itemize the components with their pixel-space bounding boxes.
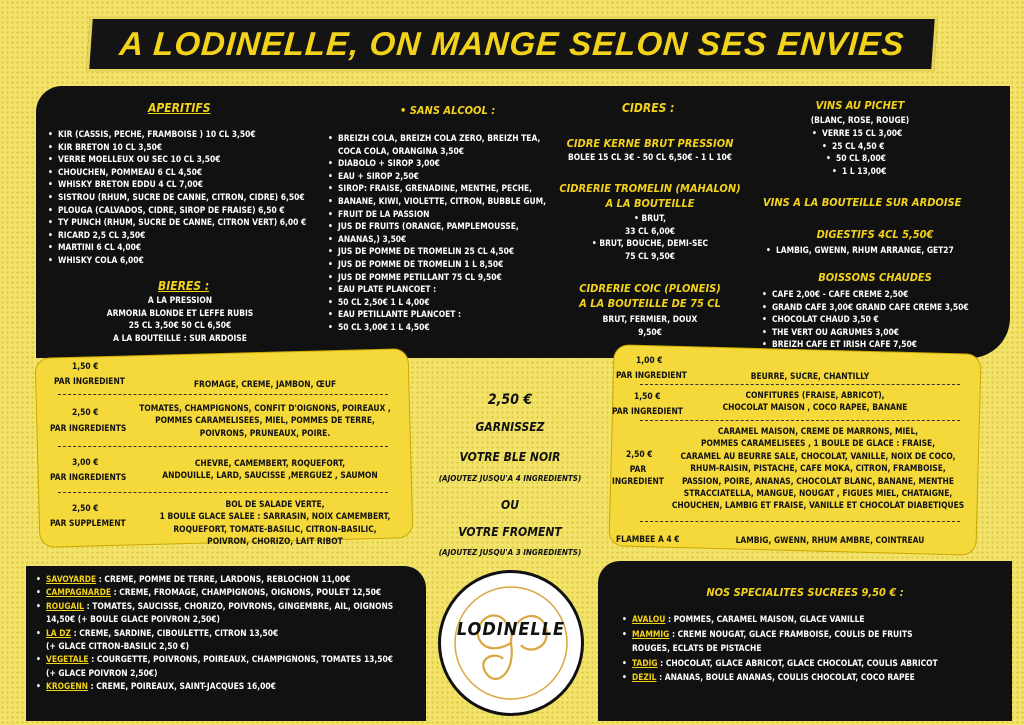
list-item — [36, 627, 393, 640]
item-desc: : CREME, FROMAGE, CHAMPIGNONS, OIGNONS, POULET 12,50€ — [110, 587, 382, 598]
specialites-sucrees-list — [622, 612, 938, 685]
sucre-line: CHOCOLAT MAISON , COCO RAPEE, BANANE — [722, 402, 908, 413]
list-item: • ANANAS,) 3,50€ — [328, 233, 546, 246]
list-item: • 1 L 13,00€ — [832, 165, 902, 178]
centre-froment: VOTRE FROMENT — [458, 525, 562, 539]
sale-price: 3,00 € — [72, 457, 99, 467]
sucre-line: CARAMEL AU BEURRE SALE, CHOCOLAT, VANILLE, NOIX DE COCO, — [680, 450, 956, 461]
specialites-salees-list — [36, 573, 393, 694]
sale-price: 1,50 € — [72, 361, 99, 371]
sale-line: 1 BOULE GLACE SALEE : SARRASIN, NOIX CAMEMBERT, — [159, 511, 391, 522]
sale-lines: FROMAGE, CREME, JAMBON, ŒUF — [193, 379, 337, 389]
sucre-lines: BEURRE, SUCRE, CHANTILLY — [750, 371, 870, 381]
item-desc: (+ GLACE CITRON-BASILIC 2,50 €) — [46, 641, 190, 652]
list-item — [36, 586, 393, 599]
sale-line: ROQUEFORT, TOMATE-BASILIC, CITRON-BASILIC, — [173, 523, 377, 534]
list-item — [622, 641, 938, 656]
list-item: • VERRE MOELLEUX OU SEC 10 CL 3,50€ — [48, 153, 306, 166]
item-name: DEZIL — [632, 672, 657, 683]
sucre-label: PAR INGREDIENT — [612, 464, 664, 487]
tromelin-title: CIDRERIE TROMELIN (MAHALON) — [559, 182, 741, 195]
specialites-sucrees-title: NOS SPECIALITES SUCREES 9,50 € : — [706, 586, 904, 599]
coic-lines — [555, 313, 745, 338]
bieres-line: A LA BOUTEILLE : SUR ARDOISE — [113, 332, 247, 343]
sucre-lines — [668, 425, 968, 512]
list-item: • 25 CL 4,50 € — [822, 140, 902, 153]
divider — [640, 384, 960, 385]
sucre-price: FLAMBEE A 4 € — [616, 534, 680, 544]
logo-text: LODINELLE — [456, 619, 566, 640]
kerne-title: CIDRE KERNE BRUT PRESSION — [566, 137, 734, 150]
page-title — [86, 16, 938, 72]
coic-line: 9,50€ — [638, 326, 662, 337]
item-desc: 14,50€ (+ BOULE GLACE POIVRON 2,50€) — [46, 614, 220, 625]
sale-lines — [130, 402, 400, 439]
list-item: • EAU + SIROP 2,50€ — [328, 170, 546, 183]
sale-line: CHEVRE, CAMEMBERT, ROQUEFORT, — [194, 458, 346, 468]
item-desc: (+ GLACE POIVRON 2,50€) — [46, 667, 158, 678]
list-item: • JUS DE FRUITS (ORANGE, PAMPLEMOUSSE, — [328, 220, 546, 233]
sale-price: 2,50 € — [72, 503, 99, 513]
sale-lines — [140, 498, 410, 548]
sale-line: TOMATES, CHAMPIGNONS, CONFIT D'OIGNONS, POIREAUX , — [139, 403, 391, 413]
sale-label: PAR INGREDIENTS — [50, 472, 127, 482]
vins-title: VINS AU PICHET — [815, 99, 905, 112]
list-item: • JUS DE POMME DE TROMELIN 1 L 8,50€ — [328, 258, 546, 271]
tromelin-line: • BRUT, BOUCHE, DEMI-SEC — [591, 238, 709, 249]
item-name: MAMMIG — [632, 628, 670, 639]
centre-ble-noir-note: (AJOUTEZ JUSQU'A 4 INGREDIENTS) — [438, 474, 582, 483]
list-item — [36, 667, 393, 680]
item-desc: : TOMATES, SAUCISSE, CHORIZO, POIVRONS, GINGEMBRE, AIL, OIGNONS — [83, 600, 394, 611]
list-item: • FRUIT DE LA PASSION — [328, 208, 546, 221]
sale-label: PAR INGREDIENT — [54, 376, 125, 386]
tromelin-line: 75 CL 9,50€ — [625, 250, 675, 261]
sale-line: POMMES CARAMELISEES, MIEL, POMMES DE TERRE, — [155, 415, 375, 426]
sale-lines — [140, 457, 400, 482]
list-item: • 50 CL 2,50€ 1 L 4,00€ — [328, 296, 546, 309]
item-name: AVALOU — [632, 614, 666, 624]
sucre-price: 2,50 € — [626, 449, 653, 459]
item-name: ROUGAIL — [46, 600, 84, 611]
list-item — [622, 627, 938, 642]
list-item: • WHISKY COLA 6,00€ — [48, 254, 306, 267]
page-title-text: A LODINELLE, ON MANGE SELON SES ENVIES — [118, 25, 906, 62]
list-item — [36, 680, 393, 693]
item-desc: ROUGES, ECLATS DE PISTACHE — [632, 643, 762, 654]
list-item: • 50 CL 3,00€ 1 L 4,50€ — [328, 321, 546, 334]
list-item: • SIROP: FRAISE, GRENADINE, MENTHE, PECHE, — [328, 182, 546, 195]
list-item — [36, 600, 393, 613]
sucre-price: 1,00 € — [636, 355, 663, 365]
vins-list — [812, 127, 902, 177]
list-item: • BREIZH COLA, BREIZH COLA ZERO, BREIZH TEA, — [328, 132, 546, 145]
list-item — [36, 640, 393, 653]
coic-title: CIDRERIE COIC (PLONEIS) — [579, 282, 721, 295]
sucre-line: CARAMEL MAISON, CREME DE MARRONS, MIEL, — [717, 426, 919, 436]
sale-line: ANDOUILLE, LARD, SAUCISSE ,MERGUEZ , SAUMON — [162, 470, 378, 481]
list-item: • EAU PLATE PLANCOET : — [328, 283, 546, 296]
tromelin-sub: A LA BOUTEILLE — [605, 197, 695, 210]
sale-label: PAR INGREDIENTS — [50, 423, 127, 433]
sucre-line: RHUM-RAISIN, PISTACHE, CAFE MOKA, CITRON, FRAMBOISE, — [690, 463, 946, 474]
bieres-list — [80, 294, 280, 344]
list-item: • WHISKY BRETON EDDU 4 CL 7,00€ — [48, 178, 306, 191]
sale-line: BOL DE SALADE VERTE, — [225, 499, 325, 509]
centre-ou: OU — [501, 498, 519, 512]
list-item: • SISTROU (RHUM, SUCRE DE CANNE, CITRON, CIDRE) 6,50€ — [48, 191, 306, 204]
boissons-chaudes-list — [762, 288, 969, 351]
tromelin-line: 33 CL 6,00€ — [625, 225, 675, 236]
vins-bouteille: VINS A LA BOUTEILLE SUR ARDOISE — [763, 196, 962, 209]
item-name: CAMPAGNARDE — [46, 587, 111, 598]
sucre-lines — [710, 389, 920, 414]
centre-garnissez: GARNISSEZ — [475, 420, 545, 434]
item-desc: : CREME, SARDINE, CIBOULETTE, CITRON 13,50€ — [70, 627, 279, 638]
item-desc: : POMMES, CARAMEL MAISON, GLACE VANILLE — [665, 614, 865, 624]
sucre-lines: LAMBIG, GWENN, RHUM AMBRE, COINTREAU — [735, 535, 925, 545]
list-item: • RICARD 2,5 CL 3,50€ — [48, 229, 306, 242]
list-item-text: COCA COLA, ORANGINA 3,50€ — [338, 145, 465, 156]
sucre-line: STRACCIATELLA, MANGUE, NOUGAT , FIGUES MIEL, CHATAIGNE, — [683, 488, 953, 499]
sale-price: 2,50 € — [72, 407, 99, 417]
list-item: • CHOCOLAT CHAUD 3,50 € — [762, 313, 969, 326]
list-item: • PLOUGA (CALVADOS, CIDRE, SIROP DE FRAISE) 6,50 € — [48, 204, 306, 217]
item-desc: : CREME NOUGAT, GLACE FRAMBOISE, COULIS DE FRUITS — [669, 628, 913, 639]
list-item — [36, 573, 393, 586]
aperitifs-title: APERITIFS — [148, 101, 211, 115]
digestifs-list — [766, 244, 954, 257]
sans-alcool-list — [328, 132, 546, 334]
list-item: • CHOUCHEN, POMMEAU 6 CL 4,50€ — [48, 166, 306, 179]
item-desc: : CREME, POIREAUX, SAINT-JACQUES 16,00€ — [88, 681, 276, 692]
item-desc: : CREME, POMME DE TERRE, LARDONS, REBLOCHON 11,00€ — [96, 574, 351, 584]
list-item — [36, 653, 393, 666]
divider — [640, 420, 960, 421]
list-item: • VERRE 15 CL 3,00€ — [812, 127, 902, 140]
bieres-line: A LA PRESSION — [147, 295, 213, 305]
list-item: • BANANE, KIWI, VIOLETTE, CITRON, BUBBLE GUM, — [328, 195, 546, 208]
list-item — [622, 670, 938, 685]
kerne-line: BOLEE 15 CL 3€ - 50 CL 6,50€ - 1 L 10€ — [567, 152, 733, 162]
item-name: TADIG — [632, 657, 658, 668]
list-item: • EAU PETILLANTE PLANCOET : — [328, 308, 546, 321]
sale-line: POIVRON, CHORIZO, LAIT RIBOT — [207, 536, 343, 547]
list-item: • JUS DE POMME PETILLANT 75 CL 9,50€ — [328, 271, 546, 284]
bieres-line: 25 CL 3,50€ 50 CL 6,50€ — [128, 320, 232, 331]
list-item — [622, 656, 938, 671]
digestifs-title: DIGESTIFS 4CL 5,50€ — [816, 228, 934, 241]
cidres-title: CIDRES : — [622, 101, 675, 115]
sucre-label: PAR INGREDIENT — [612, 406, 683, 416]
item-name: LA DZ — [46, 627, 71, 638]
logo — [441, 573, 581, 713]
list-item: • KIR BRETON 10 CL 3,50€ — [48, 141, 306, 154]
list-item: • DIABOLO + SIROP 3,00€ — [328, 157, 546, 170]
list-item: • GRAND CAFE 3,00€ GRAND CAFE CREME 3,50€ — [762, 301, 969, 314]
sucre-label: PAR INGREDIENT — [616, 370, 687, 380]
tromelin-lines — [555, 212, 745, 262]
centre-froment-note: (AJOUTEZ JUSQU'A 3 INGREDIENTS) — [438, 548, 582, 557]
coic-line: BRUT, FERMIER, DOUX — [602, 314, 698, 324]
triskel-icon — [441, 573, 581, 713]
coic-sub: A LA BOUTEILLE DE 75 CL — [579, 297, 721, 310]
sale-line: POIVRONS, PRUNEAUX, POIRE. — [199, 427, 331, 438]
sucre-line: CONFITURES (FRAISE, ABRICOT), — [745, 390, 885, 400]
divider — [640, 521, 960, 522]
item-desc: : COURGETTE, POIVRONS, POIREAUX, CHAMPIGNONS, TOMATES 13,50€ — [88, 654, 394, 665]
item-name: KROGENN — [46, 681, 88, 692]
list-item: • LAMBIG, GWENN, RHUM ARRANGE, GET27 — [766, 244, 954, 257]
list-item — [36, 613, 393, 626]
list-item: • CAFE 2,00€ - CAFE CREME 2,50€ — [762, 288, 969, 301]
item-desc: : CHOCOLAT, GLACE ABRICOT, GLACE CHOCOLAT, COULIS ABRICOT — [657, 657, 938, 668]
vins-sub: (BLANC, ROSE, ROUGE) — [810, 115, 910, 125]
list-item: • TY PUNCH (RHUM, SUCRE DE CANNE, CITRON VERT) 6,00 € — [48, 216, 306, 229]
bieres-line: ARMORIA BLONDE ET LEFFE RUBIS — [106, 307, 254, 318]
boissons-chaudes-title: BOISSONS CHAUDES — [818, 271, 932, 284]
aperitifs-list — [48, 128, 306, 267]
sucre-line: POMMES CARAMELISEES , 1 BOULE DE GLACE : FRAISE, — [700, 438, 936, 449]
item-name: SAVOYARDE — [46, 574, 97, 584]
tromelin-line: • BRUT, — [634, 213, 666, 223]
sans-alcool-title: • SANS ALCOOL : — [400, 104, 496, 117]
list-item — [328, 145, 546, 158]
list-item: • JUS DE POMME DE TROMELIN 25 CL 4,50€ — [328, 245, 546, 258]
sucre-line: CHOUCHEN, LAMBIG ET FRAISE, VANILLE ET CHOCOLAT DIABETIQUES — [671, 500, 965, 511]
item-name: VEGETALE — [46, 654, 89, 665]
divider — [58, 492, 388, 493]
sucre-price: 1,50 € — [634, 391, 661, 401]
sucre-line: PASSION, POIRE, ANANAS, CHOCOLAT BLANC, BANANE, MENTHE — [681, 475, 955, 486]
list-item — [622, 612, 938, 627]
divider — [58, 446, 388, 447]
list-item: • KIR (CASSIS, PECHE, FRAMBOISE ) 10 CL 3,50€ — [48, 128, 306, 141]
list-item: • MARTINI 6 CL 4,00€ — [48, 241, 306, 254]
list-item: • THE VERT OU AGRUMES 3,00€ — [762, 326, 969, 339]
list-item: • BREIZH CAFE ET IRISH CAFE 7,50€ — [762, 338, 969, 351]
item-desc: : ANANAS, BOULE ANANAS, COULIS CHOCOLAT, COCO RAPEE — [656, 672, 915, 683]
sale-label: PAR SUPPLEMENT — [50, 518, 126, 528]
divider — [58, 394, 388, 395]
centre-price: 2,50 € — [487, 392, 533, 408]
bieres-title: BIERES : — [158, 279, 210, 293]
centre-ble-noir: VOTRE BLE NOIR — [459, 450, 561, 464]
list-item: • 50 CL 8,00€ — [826, 152, 902, 165]
